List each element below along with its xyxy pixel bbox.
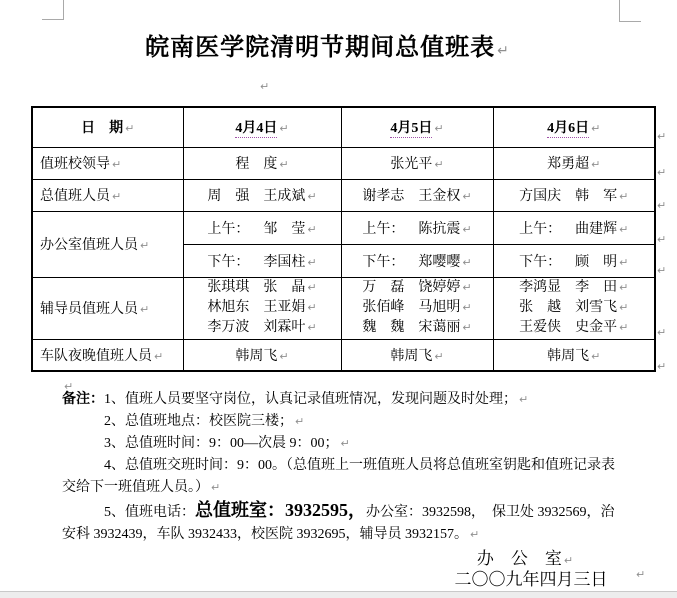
leader-apr5: 张光平 ↵ xyxy=(341,147,493,179)
note-line-4-wrap: 交给下一班值班人员。） ↵ xyxy=(62,480,221,495)
row-label-counselor: 辅导员值班人员 ↵ xyxy=(32,277,183,339)
note-line-4: 4、总值班交班时间：9：00。（总值班上一班值班人员将总值班室钥匙和值班记录表 xyxy=(104,458,615,473)
row-end-mark: ↵ xyxy=(657,326,667,339)
pilcrow-mark: ↵ xyxy=(125,122,135,136)
notes-label: 备注： xyxy=(62,392,104,407)
office-am-apr4: 上午： 邹 莹 ↵ xyxy=(183,211,341,244)
row-label-general-duty: 总值班人员 ↵ xyxy=(32,179,183,211)
header-cell-apr4: 4月4日 ↵ xyxy=(183,107,341,147)
pilcrow-mark: ↵ xyxy=(279,158,289,171)
main-duty-phone: 总值班室：3932595， xyxy=(195,500,366,520)
pilcrow-mark: ↵ xyxy=(497,43,509,59)
pilcrow-mark: ↵ xyxy=(307,222,317,236)
row-end-mark: ↵ xyxy=(657,264,667,277)
table-row-header xyxy=(32,107,655,147)
pilcrow-mark: ↵ xyxy=(619,281,629,294)
pilcrow-mark: ↵ xyxy=(307,190,317,203)
row-end-mark: ↵ xyxy=(657,233,667,246)
notes-section xyxy=(62,389,648,546)
pilcrow-mark: ↵ xyxy=(619,301,629,314)
pilcrow-mark: ↵ xyxy=(462,281,472,294)
general-apr5: 谢孝志 王金权 ↵ xyxy=(341,179,493,211)
pilcrow-mark: ↵ xyxy=(64,380,74,393)
note-line-3: 3、总值班时间：9：00—次晨 9：00； ↵ xyxy=(104,436,350,451)
pilcrow-mark: ↵ xyxy=(462,255,472,269)
pilcrow-mark: ↵ xyxy=(112,190,122,203)
table-row-general-duty xyxy=(32,179,655,211)
margin-crop-mark-top-right xyxy=(619,0,641,22)
pilcrow-mark: ↵ xyxy=(434,122,444,136)
pilcrow-mark: ↵ xyxy=(295,415,305,428)
pilcrow-mark: ↵ xyxy=(619,255,629,269)
note-line-2: 2、总值班地点：校医院三楼； ↵ xyxy=(104,414,305,429)
header-cell-apr5: 4月5日 ↵ xyxy=(341,107,493,147)
office-pm-apr6: 下午： 顾 明 ↵ xyxy=(493,244,655,277)
pilcrow-mark: ↵ xyxy=(260,80,270,93)
fleet-apr4: 韩周飞 ↵ xyxy=(183,339,341,371)
pilcrow-mark: ↵ xyxy=(307,301,317,314)
pilcrow-mark: ↵ xyxy=(462,190,472,203)
office-am-apr6: 上午： 曲建辉 ↵ xyxy=(493,211,655,244)
pilcrow-mark: ↵ xyxy=(154,349,164,363)
pilcrow-mark: ↵ xyxy=(619,321,629,334)
pilcrow-mark: ↵ xyxy=(462,222,472,236)
pilcrow-mark: ↵ xyxy=(563,554,574,567)
fleet-apr5: 韩周飞 ↵ xyxy=(341,339,493,371)
pilcrow-mark: ↵ xyxy=(591,158,601,171)
page-title xyxy=(0,27,654,62)
table-row-leader xyxy=(32,147,655,179)
pilcrow-mark: ↵ xyxy=(279,349,289,363)
counselor-apr5: 万 磊 饶婷婷 ↵ 张佰峰 马旭明 ↵ 魏 魏 宋蔼丽 ↵ xyxy=(341,277,493,339)
pilcrow-mark: ↵ xyxy=(636,568,646,581)
pilcrow-mark: ↵ xyxy=(340,437,350,450)
pilcrow-mark: ↵ xyxy=(591,349,601,363)
note-line-5-wrap: 安科 3932439，车队 3932433，校医院 3932695，辅导员 3932157。 ↵ xyxy=(62,527,480,542)
fleet-apr6: 韩周飞 ↵ xyxy=(493,339,655,371)
pilcrow-mark: ↵ xyxy=(140,239,150,252)
page-title-text: 皖南医学院清明节期间总值班表 xyxy=(145,34,496,61)
signature-department: 办 公 室 ↵ xyxy=(476,549,574,568)
duty-roster-table xyxy=(31,106,656,372)
general-apr6: 方国庆 韩 军 ↵ xyxy=(493,179,655,211)
pilcrow-mark: ↵ xyxy=(619,190,629,203)
pilcrow-mark: ↵ xyxy=(470,528,480,541)
row-end-mark: ↵ xyxy=(657,199,667,212)
pilcrow-mark: ↵ xyxy=(307,255,317,269)
page-bottom-edge xyxy=(0,591,677,598)
pilcrow-mark: ↵ xyxy=(140,303,150,316)
counselor-apr6: 李鸿显 李 田 ↵ 张 越 刘雪飞 ↵ 王爱侠 史金平 ↵ xyxy=(493,277,655,339)
office-pm-apr5: 下午： 郑嘤嘤 ↵ xyxy=(341,244,493,277)
general-apr4: 周 强 王成斌 ↵ xyxy=(183,179,341,211)
margin-crop-mark-top-left xyxy=(42,0,64,20)
row-end-mark: ↵ xyxy=(657,360,667,373)
row-label-office-duty: 办公室值班人员 ↵ xyxy=(32,211,183,277)
note-line-1: 备注：1、值班人员要坚守岗位，认真记录值班情况，发现问题及时处理； ↵ xyxy=(62,392,529,407)
row-label-fleet-night: 车队夜晚值班人员 ↵ xyxy=(32,339,183,371)
pilcrow-mark: ↵ xyxy=(307,321,317,334)
office-am-apr5: 上午： 陈抗震 ↵ xyxy=(341,211,493,244)
pilcrow-mark: ↵ xyxy=(307,281,317,294)
table-row-office-am xyxy=(32,211,655,244)
pilcrow-mark: ↵ xyxy=(519,393,529,406)
row-label-leader: 值班校领导 ↵ xyxy=(32,147,183,179)
table-row-fleet-night xyxy=(32,339,655,371)
header-cell-apr6: 4月6日 ↵ xyxy=(493,107,655,147)
pilcrow-mark: ↵ xyxy=(112,158,122,171)
pilcrow-mark: ↵ xyxy=(462,321,472,334)
pilcrow-mark: ↵ xyxy=(434,158,444,171)
signature-date: 二〇〇九年四月三日 xyxy=(454,570,608,589)
pilcrow-mark: ↵ xyxy=(619,222,629,236)
header-cell-date-label: 日 期 ↵ xyxy=(32,107,183,147)
row-end-mark: ↵ xyxy=(657,130,667,143)
pilcrow-mark: ↵ xyxy=(279,122,289,136)
pilcrow-mark: ↵ xyxy=(211,481,221,494)
leader-apr4: 程 度 ↵ xyxy=(183,147,341,179)
office-pm-apr4: 下午： 李国柱 ↵ xyxy=(183,244,341,277)
counselor-apr4: 张琪琪 张 晶 ↵ 林旭东 王亚娟 ↵ 李万波 刘霖叶 ↵ xyxy=(183,277,341,339)
row-end-mark: ↵ xyxy=(657,166,667,179)
note-line-5: 5、值班电话：总值班室：3932595，办公室：3932598， 保卫处 3932569，治 xyxy=(104,500,615,520)
leader-apr6: 郑勇超 ↵ xyxy=(493,147,655,179)
pilcrow-mark: ↵ xyxy=(434,349,444,363)
pilcrow-mark: ↵ xyxy=(591,122,601,136)
table-row-counselor xyxy=(32,277,655,339)
pilcrow-mark: ↵ xyxy=(462,301,472,314)
